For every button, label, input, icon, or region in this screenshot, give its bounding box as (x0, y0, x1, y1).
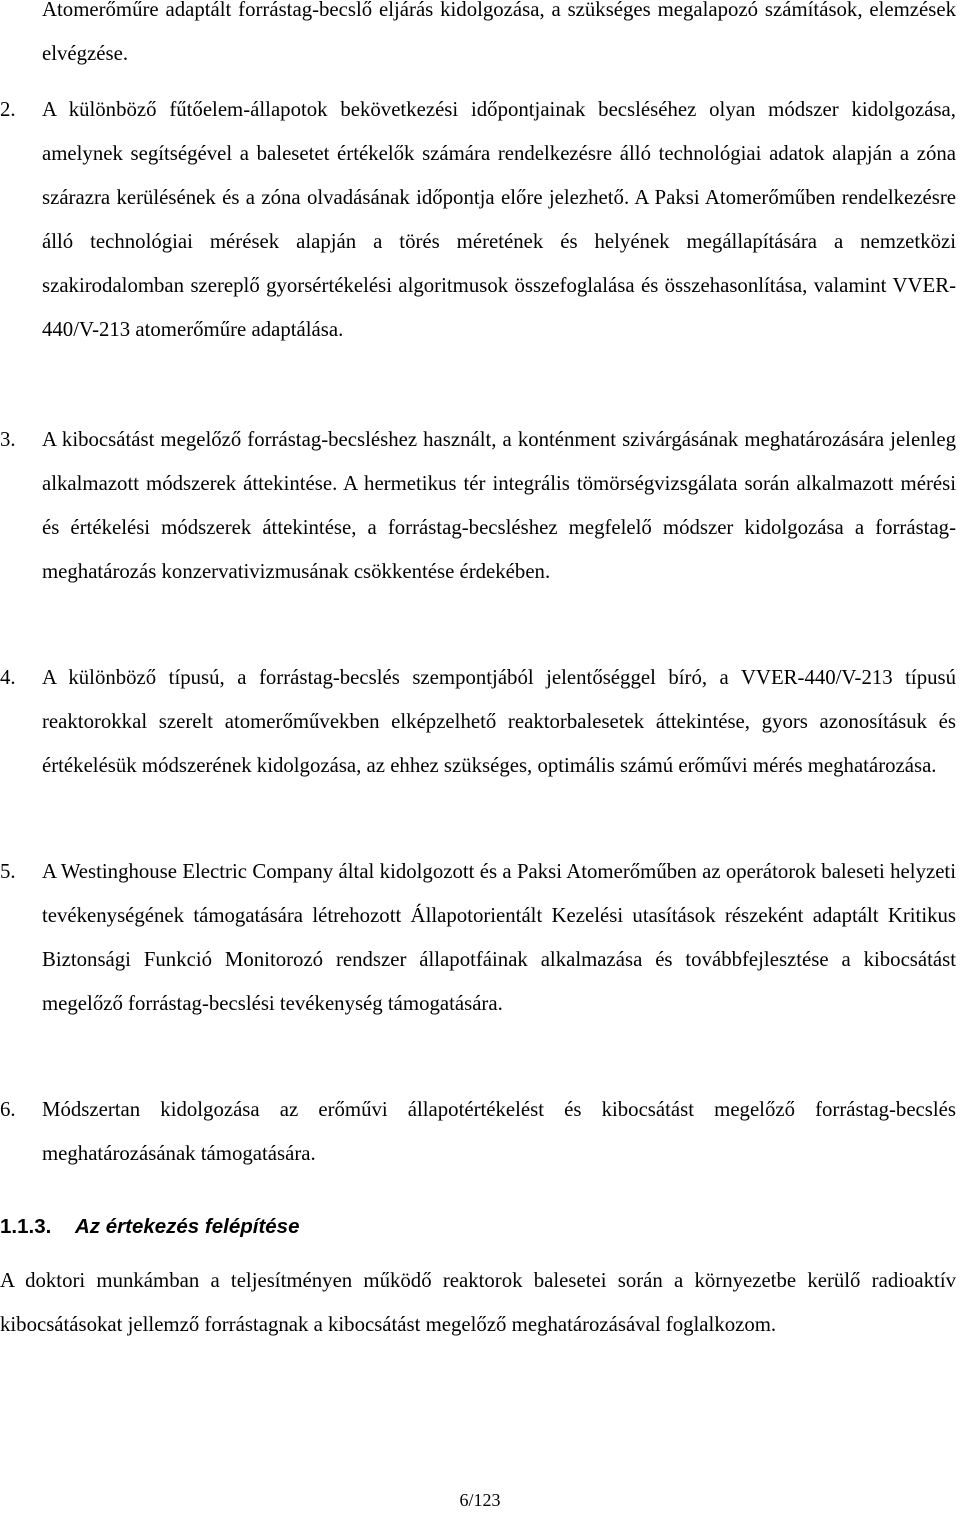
list-item-text: A különböző fűtőelem-állapotok bekövetkezési időpontjainak becsléséhez olyan módszer kidolgozása, amelynek segítségével a balesetet értékelők számára rendelkezésre álló technológiai adatok alapján a zóna szárazra kerülésének és a zóna olvadásának időpontja előre jelezhető. A Paksi Atomerőműben rendelkezésre álló technológiai mérések alapján a törés méretének és helyének megállapítására a nemzetközi szakirodalomban szereplő gyorsértékelési algoritmusok összefoglalása és összehasonlítása, valamint VVER-440/V-213 atomerőműre adaptálása. (42, 98, 956, 341)
list-item-text: Módszertan kidolgozása az erőművi állapotértékelést és kibocsátást megelőző forrástag-becslés meghatározásának támogatására. (42, 1098, 956, 1165)
page-number: 6/123 (459, 1490, 501, 1510)
list-item-number: 6. (0, 1098, 16, 1121)
body-paragraph: A doktori munkámban a teljesítményen működő reaktorok balesetei során a környezetbe kerülő radioaktív kibocsátásokat jellemző forrástagnak a kibocsátást megelőző meghatározásával foglalkozom. (0, 1269, 956, 1336)
list-item-number: 3. (0, 428, 16, 451)
list-item-text: A kibocsátást megelőző forrástag-becsléshez használt, a konténment szivárgásának meghatározására jelenleg alkalmazott módszerek áttekintése. A hermetikus tér integrális tömörségvizsgálata során alkalmazott mérési és értékelési módszerek áttekintése, a forrástag-becsléshez megfelelő módszer kidolgozása a forrástag-meghatározás konzervativizmusának csökkentése érdekében. (42, 428, 956, 583)
section-title: Az értekezés felépítése (75, 1215, 300, 1238)
intro-continuation: Atomerőműre adaptált forrástag-becslő eljárás kidolgozása, a szükséges megalapozó számítások, elemzések elvégzése. (42, 0, 956, 65)
list-item-number: 4. (0, 666, 16, 689)
list-item-text: A különböző típusú, a forrástag-becslés szempontjából jelentőséggel bíró, a VVER-440/V-213 típusú reaktorokkal szerelt atomerőművekben elképzelhető reaktorbalesetek áttekintése, gyors azonosításuk és értékelésük módszerének kidolgozása, az ehhez szükséges, optimális számú erőművi mérés meghatározása. (42, 666, 956, 777)
list-item-number: 2. (0, 98, 16, 121)
list-item-number: 5. (0, 860, 16, 883)
section-heading (0, 1207, 299, 1247)
section-number: 1.1.3. (0, 1215, 52, 1238)
list-item-text: A Westinghouse Electric Company által kidolgozott és a Paksi Atomerőműben az operátorok baleseti helyzeti tevékenységének támogatására létrehozott Állapotorientált Kezelési utasítások részeként adaptált Kritikus Biztonsági Funkció Monitorozó rendszer állapotfáinak alkalmazása és továbbfejlesztése a kibocsátást megelőző forrástag-becslési tevékenység támogatására. (42, 860, 956, 1015)
